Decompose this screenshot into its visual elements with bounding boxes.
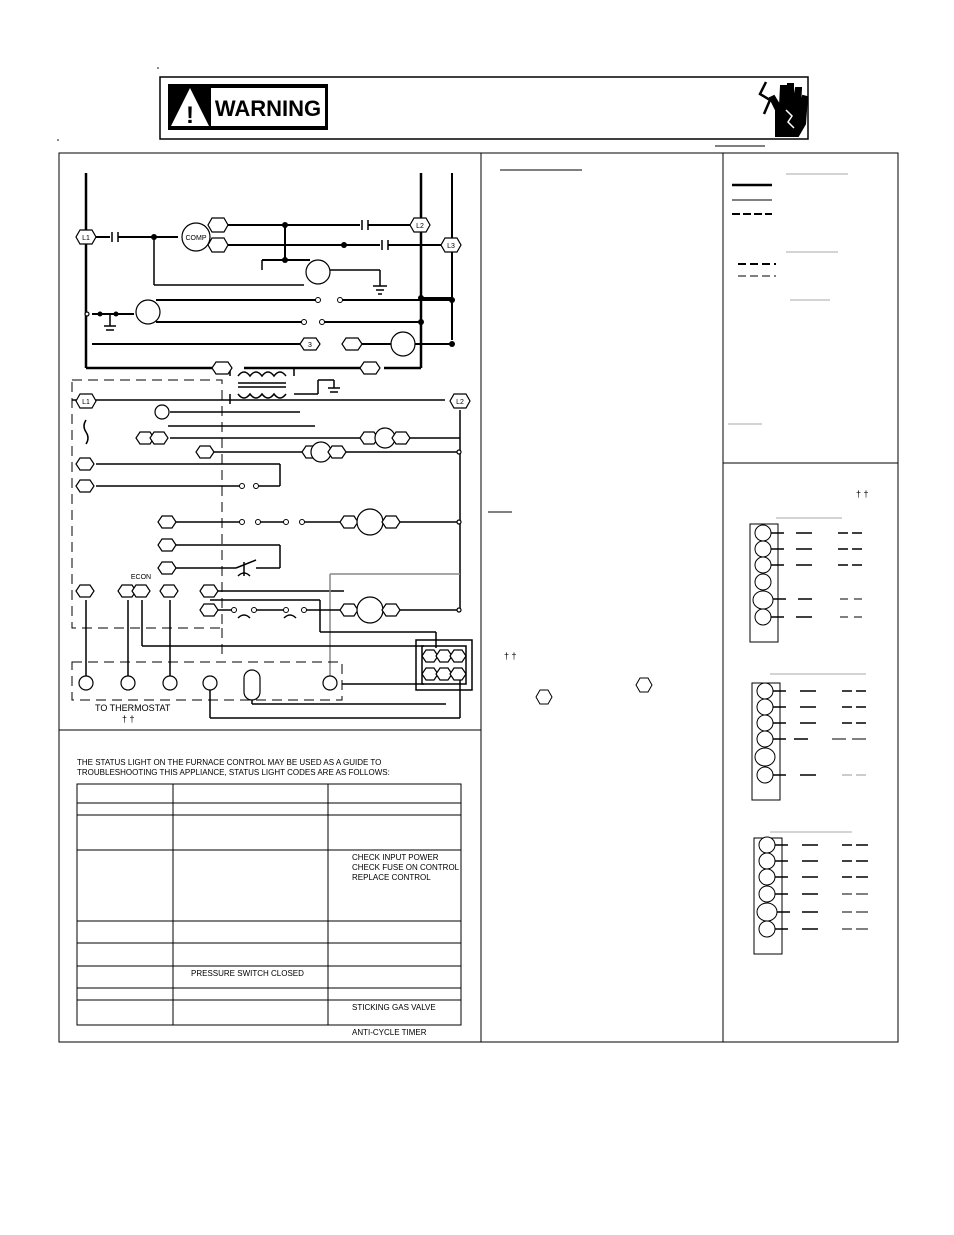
status-cell-action: CHECK FUSE ON CONTROL: [352, 863, 460, 872]
warning-exclamation: !: [186, 102, 194, 129]
to-thermostat-label: TO THERMOSTAT: [95, 703, 171, 713]
notes-hexagon-symbol-2: [536, 690, 552, 704]
terminal-3-label: 3: [308, 342, 312, 349]
status-cell-action: ANTI-CYCLE TIMER: [352, 1028, 427, 1037]
connector-block-1: [750, 518, 862, 642]
warning-label: WARNING: [214, 96, 322, 121]
terminal-l2-low-label: L2: [456, 399, 464, 406]
connector-block-2: [752, 674, 866, 800]
legend-daggers: † †: [856, 489, 869, 499]
terminal-l1-label: L1: [82, 235, 90, 242]
warning-banner: [160, 77, 808, 139]
econ-label: ECON: [130, 574, 152, 581]
terminal-l3-label: L3: [447, 243, 455, 250]
notes-daggers: † †: [504, 651, 517, 661]
comp-label: COMP: [185, 235, 207, 242]
status-intro-line2: TROUBLESHOOTING THIS APPLIANCE, STATUS LIGHT CODES ARE AS FOLLOWS:: [77, 768, 390, 777]
terminal-l1-low-label: L1: [82, 399, 90, 406]
electric-shock-hand-icon: [760, 82, 807, 136]
schematic-labels: [82, 223, 464, 724]
legend-wire-types: [728, 174, 848, 424]
status-intro-line1: THE STATUS LIGHT ON THE FURNACE CONTROL MAY BE USED AS A GUIDE TO: [77, 758, 382, 767]
terminal-l2-top-label: L2: [416, 223, 424, 230]
connector-block-3: [754, 832, 868, 954]
status-cell-description: PRESSURE SWITCH CLOSED: [191, 969, 304, 978]
status-cell-action: STICKING GAS VALVE: [352, 1003, 436, 1012]
notes-column: [488, 170, 652, 704]
notes-hexagon-symbol-1: [636, 678, 652, 692]
stray-mark: [157, 67, 159, 69]
status-cell-action: CHECK INPUT POWER: [352, 853, 439, 862]
schematic: [72, 173, 472, 718]
status-cell-action: REPLACE CONTROL: [352, 873, 431, 882]
status-light-section: [77, 758, 461, 1037]
thermostat-daggers: † †: [122, 714, 135, 724]
stray-mark: [57, 139, 59, 141]
status-table-border: [77, 784, 461, 1025]
status-table: [77, 784, 461, 1037]
